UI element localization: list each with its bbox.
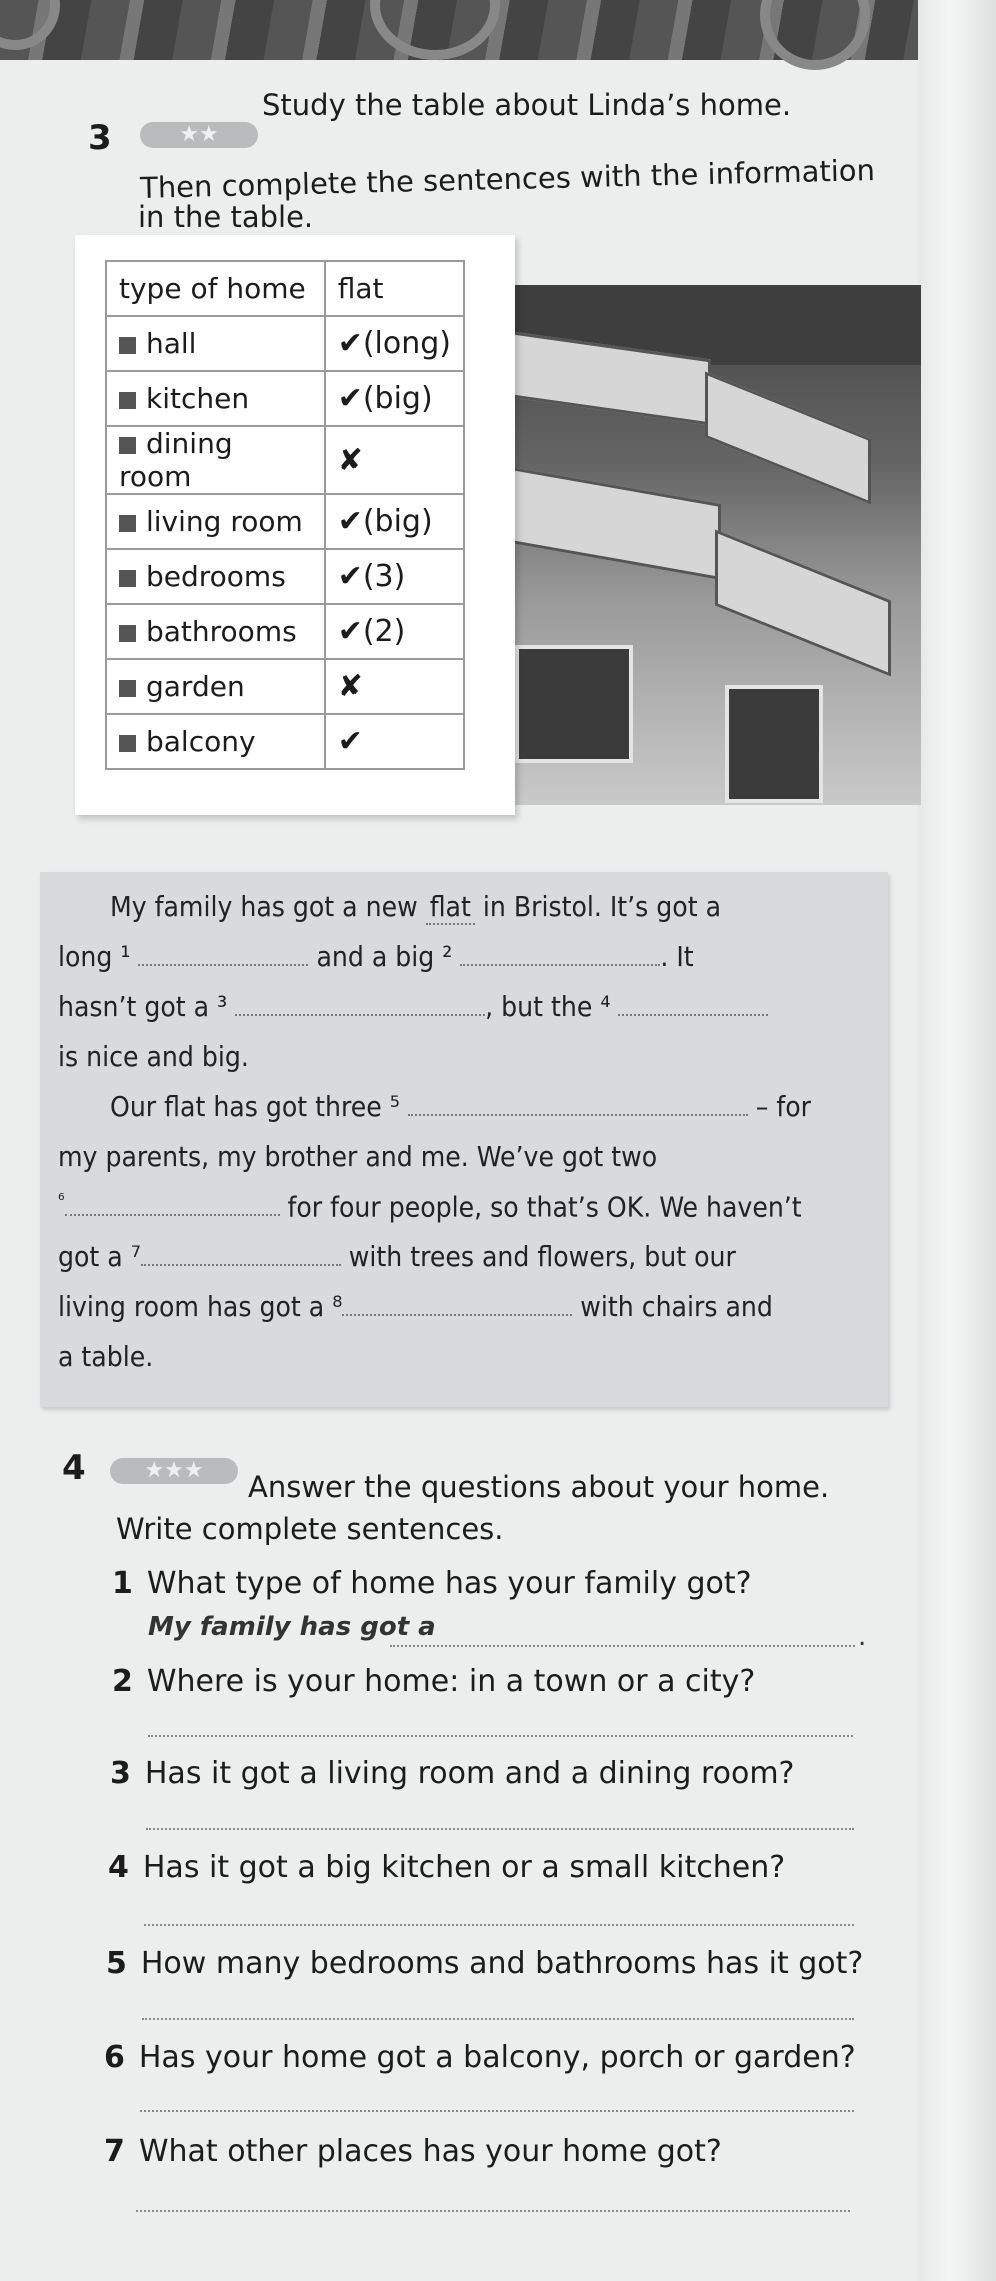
text-line-4: is nice and big. (58, 1040, 249, 1073)
answer-gap-2[interactable] (460, 963, 660, 966)
photo-balcony (515, 466, 721, 580)
table-header-row (106, 261, 464, 316)
text-fragment: Our flat has got three ⁵ (110, 1090, 400, 1123)
room-mark: ✔(2) (325, 604, 464, 659)
exercise-3-instruction-line2: Then complete the sentences with the information (139, 153, 876, 205)
question-6 (104, 2040, 856, 2075)
decorative-circle (0, 0, 60, 50)
table-row (106, 371, 464, 426)
room-mark: ✘ (325, 659, 464, 714)
text-fragment: hasn’t got a ³ (58, 990, 228, 1023)
table-row (106, 604, 464, 659)
table-row (106, 714, 464, 769)
answer-example-flat: flat (426, 890, 475, 925)
page-edge (918, 0, 996, 2281)
answer-line-6[interactable] (140, 2110, 854, 2112)
square-bullet-icon (119, 570, 136, 587)
table-row (106, 549, 464, 604)
answer-line-3[interactable] (146, 1828, 854, 1830)
answer-gap-6[interactable] (65, 1213, 280, 1216)
question-text: What type of home has your family got? (146, 1566, 752, 1601)
room-label: living room (146, 505, 303, 538)
room-label: bathrooms (146, 615, 297, 648)
room-mark: ✔(long) (325, 316, 464, 371)
text-fragment: . It (660, 940, 694, 973)
room-label: kitchen (146, 382, 250, 415)
exercise-3-instruction-line1: Study the table about Linda’s home. (262, 88, 792, 122)
text-line-7 (58, 1190, 802, 1223)
table-row (106, 659, 464, 714)
photo-balcony (715, 529, 891, 676)
table-header-type: type of home (106, 261, 325, 316)
question-text: What other places has your home got? (138, 2134, 722, 2169)
question-7 (104, 2134, 722, 2169)
question-text: Has it got a big kitchen or a small kitchen? (142, 1850, 786, 1885)
room-mark: ✔(3) (325, 549, 464, 604)
text-fragment: – for (755, 1090, 812, 1123)
text-fragment: long ¹ (58, 940, 131, 973)
photo-window (515, 645, 633, 763)
square-bullet-icon (119, 337, 136, 354)
room-mark: ✘ (325, 426, 464, 494)
answer-line-5[interactable] (142, 2018, 854, 2020)
question-2 (112, 1664, 755, 1699)
room-mark: ✔(big) (325, 371, 464, 426)
answer-gap-1[interactable] (138, 963, 308, 966)
answer-line-1[interactable] (390, 1645, 855, 1647)
text-line-8 (58, 1240, 736, 1273)
example-answer-full-stop: . (858, 1622, 867, 1652)
question-number: 2 (112, 1664, 133, 1699)
example-answer: My family has got a (148, 1612, 436, 1642)
square-bullet-icon (119, 680, 136, 697)
answer-gap-8[interactable] (342, 1313, 572, 1316)
exercise-3-instruction-line3: in the table. (138, 200, 314, 234)
question-text: Has it got a living room and a dining room? (144, 1756, 795, 1791)
answer-gap-7[interactable] (141, 1263, 341, 1266)
question-number: 7 (104, 2134, 125, 2169)
text-line-5 (110, 1090, 811, 1123)
gap-number: ⁶ (58, 1190, 65, 1211)
text-line-9 (58, 1290, 773, 1323)
answer-gap-4[interactable] (618, 1013, 768, 1016)
square-bullet-icon (119, 735, 136, 752)
question-number: 6 (104, 2040, 125, 2075)
text-fragment: and a big ² (316, 940, 453, 973)
room-mark: ✔(big) (325, 494, 464, 549)
difficulty-stars: ★★★ (110, 1458, 238, 1484)
question-number: 5 (106, 1946, 127, 1981)
question-1 (112, 1566, 752, 1601)
text-line-1 (110, 890, 721, 923)
table-row (106, 316, 464, 371)
question-4 (108, 1850, 785, 1885)
question-5 (106, 1946, 863, 1981)
answer-gap-3[interactable] (235, 1013, 485, 1016)
text-line-10: a table. (58, 1340, 154, 1373)
text-fragment: got a ⁷ (58, 1240, 141, 1273)
exercise-3-number: 3 (88, 118, 112, 158)
square-bullet-icon (119, 392, 136, 409)
text-fragment: for four people, so that’s OK. We haven’t (287, 1190, 802, 1224)
square-bullet-icon (119, 515, 136, 532)
table-row (106, 426, 464, 494)
text-fragment: in Bristol. It’s got a (482, 890, 721, 923)
answer-line-2[interactable] (148, 1735, 853, 1737)
room-mark: ✔ (325, 714, 464, 769)
decorative-header-band (0, 0, 996, 60)
answer-line-4[interactable] (144, 1924, 854, 1926)
table-header-flat: flat (325, 261, 464, 316)
room-label: balcony (146, 725, 256, 758)
room-label: hall (146, 327, 197, 360)
photo-window (725, 685, 823, 803)
text-line-6: my parents, my brother and me. We’ve got two (58, 1140, 658, 1173)
question-text: Where is your home: in a town or a city? (146, 1664, 756, 1699)
answer-line-7[interactable] (136, 2210, 850, 2212)
text-fragment: with trees and flowers, but our (348, 1240, 736, 1273)
home-table-card (75, 235, 515, 815)
question-text: Has your home got a balcony, porch or garden? (138, 2040, 856, 2075)
room-label: garden (146, 670, 245, 703)
text-fragment: living room has got a ⁸ (58, 1290, 343, 1323)
exercise-4-instruction-line1: Answer the questions about your home. (248, 1470, 830, 1504)
decorative-circle (760, 0, 870, 70)
table-row (106, 494, 464, 549)
exercise-4-number: 4 (62, 1448, 86, 1488)
text-fragment: , but the ⁴ (485, 990, 611, 1023)
question-number: 4 (108, 1850, 129, 1885)
text-fragment: My family has got a new (110, 890, 418, 923)
question-text: How many bedrooms and bathrooms has it got? (140, 1946, 864, 1981)
room-label: bedrooms (146, 560, 286, 593)
room-label: dining room (119, 427, 233, 493)
question-number: 3 (110, 1756, 131, 1791)
building-photo (515, 285, 921, 805)
text-fragment: with chairs and (580, 1290, 773, 1323)
home-table (105, 260, 465, 770)
text-line-2 (58, 940, 694, 973)
difficulty-stars: ★★ (140, 122, 258, 148)
question-3 (110, 1756, 794, 1791)
square-bullet-icon (119, 437, 136, 454)
gap-fill-text-box (40, 872, 888, 1407)
answer-gap-5[interactable] (408, 1113, 748, 1116)
photo-balcony (705, 371, 871, 504)
decorative-circle (370, 0, 500, 60)
question-number: 1 (112, 1566, 133, 1601)
text-line-3 (58, 990, 768, 1023)
exercise-4-instruction-line2: Write complete sentences. (116, 1512, 504, 1546)
square-bullet-icon (119, 625, 136, 642)
